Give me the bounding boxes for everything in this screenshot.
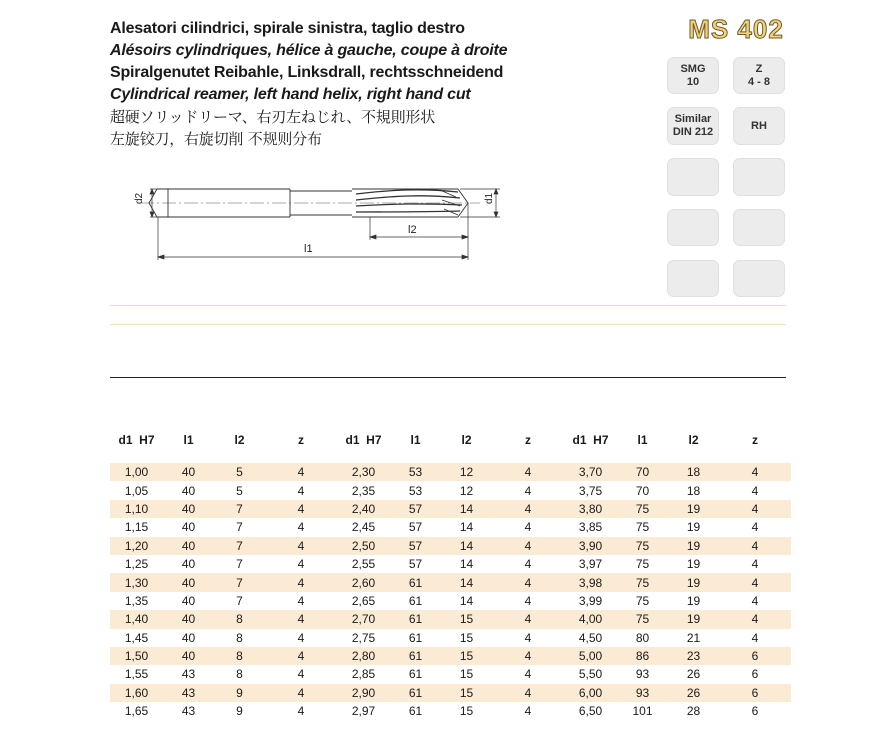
table-cell: 40 xyxy=(163,647,214,665)
table-row xyxy=(110,702,791,720)
table-cell: 21 xyxy=(686,630,701,645)
table-cell: 4 xyxy=(265,573,337,591)
similar-label: Similar xyxy=(674,113,712,125)
table-cell: 4 xyxy=(297,667,305,682)
smg-badge xyxy=(667,57,719,94)
table-cell: 4 xyxy=(524,483,532,498)
table-cell: 57 xyxy=(390,537,441,555)
table-row xyxy=(110,518,791,536)
table-cell: 75 xyxy=(617,500,668,518)
table-cell: 18 xyxy=(668,463,719,481)
table-cell: 1,00 xyxy=(110,463,163,481)
table-cell: 8 xyxy=(236,667,243,682)
table-cell: 4 xyxy=(719,537,791,555)
flutes-label: Z xyxy=(755,62,763,75)
divider xyxy=(110,305,786,306)
table-cell: 4 xyxy=(492,610,564,628)
table-cell: 4 xyxy=(751,630,759,645)
table-cell: 4 xyxy=(751,593,759,608)
column-header: l2 xyxy=(461,433,472,447)
table-header-row xyxy=(110,427,791,453)
table-cell: 86 xyxy=(617,647,668,665)
table-cell: 4 xyxy=(492,647,564,665)
flutes-value: 4 - 8 xyxy=(747,75,770,88)
l2-label: l2 xyxy=(408,224,417,236)
table-cell: 61 xyxy=(390,684,441,702)
table-cell: 4 xyxy=(297,483,305,498)
table-cell: 15 xyxy=(459,667,474,682)
table-cell: 75 xyxy=(635,593,650,608)
table-cell: 40 xyxy=(163,463,214,481)
column-header: d1 H7 xyxy=(572,433,609,447)
column-header: z xyxy=(752,433,758,447)
column-header: z xyxy=(525,433,531,447)
table-cell: 19 xyxy=(668,573,719,591)
table-cell: 4 xyxy=(297,593,305,608)
table-cell: 4 xyxy=(524,520,532,535)
table-cell: 40 xyxy=(163,573,214,591)
table-cell: 4,00 xyxy=(564,610,617,628)
table-cell: 40 xyxy=(163,610,214,628)
column-header: l1 xyxy=(410,433,421,447)
table-cell: 4 xyxy=(524,630,532,645)
table-cell: 15 xyxy=(459,704,474,719)
table-cell: 57 xyxy=(408,557,423,572)
table-cell: 40 xyxy=(181,483,196,498)
table-cell: 4,50 xyxy=(578,630,603,645)
table-row xyxy=(110,610,791,628)
table-cell: 93 xyxy=(617,684,668,702)
table-cell: 4 xyxy=(719,463,791,481)
table-cell: 4 xyxy=(265,647,337,665)
table-cell: 40 xyxy=(163,537,214,555)
table-cell: 70 xyxy=(635,483,650,498)
table-cell: 4 xyxy=(719,573,791,591)
table-cell: 53 xyxy=(390,463,441,481)
table-cell: 14 xyxy=(441,500,492,518)
similar-value: DIN 212 xyxy=(672,126,714,138)
title-italian: Alesatori cilindrici, spirale sinistra, taglio destro xyxy=(110,20,465,37)
table-cell: 75 xyxy=(617,573,668,591)
table-cell: 75 xyxy=(617,537,668,555)
d2-label: d2 xyxy=(134,192,145,204)
title-german: Spiralgenutet Reibahle, Linksdrall, rechtsschneidend xyxy=(110,64,504,81)
table-cell: 3,85 xyxy=(578,520,603,535)
table-cell: 19 xyxy=(668,610,719,628)
table-cell: 4 xyxy=(265,500,337,518)
table-row xyxy=(110,481,791,499)
table-cell: 9 xyxy=(236,704,243,719)
table-cell: 14 xyxy=(459,557,474,572)
table-cell: 4 xyxy=(524,557,532,572)
table-cell: 61 xyxy=(408,667,423,682)
table-cell: 19 xyxy=(686,557,701,572)
table-cell: 7 xyxy=(214,573,265,591)
table-cell: 5 xyxy=(214,463,265,481)
table-cell: 19 xyxy=(686,593,701,608)
table-cell: 61 xyxy=(408,704,423,719)
table-cell: 7 xyxy=(214,537,265,555)
table-cell: 7 xyxy=(214,500,265,518)
table-cell: 4 xyxy=(751,520,759,535)
table-cell: 70 xyxy=(617,463,668,481)
table-cell: 14 xyxy=(441,573,492,591)
table-row xyxy=(110,629,791,647)
table-cell: 7 xyxy=(236,557,243,572)
column-header: l1 xyxy=(637,433,648,447)
smg-value: 10 xyxy=(686,75,700,88)
table-cell: 4 xyxy=(265,537,337,555)
table-cell: 93 xyxy=(635,667,650,682)
table-cell: 1,40 xyxy=(110,610,163,628)
table-cell: 61 xyxy=(390,610,441,628)
table-cell: 14 xyxy=(441,537,492,555)
table-cell: 5 xyxy=(236,483,243,498)
table-cell: 2,60 xyxy=(337,573,390,591)
table-cell: 75 xyxy=(635,557,650,572)
flutes-badge xyxy=(733,57,785,94)
cut-direction-label: RH xyxy=(751,119,767,132)
table-cell: 4 xyxy=(719,610,791,628)
table-cell: 3,70 xyxy=(564,463,617,481)
table-cell: 1,50 xyxy=(110,647,163,665)
column-header: l2 xyxy=(234,433,245,447)
table-cell: 4 xyxy=(492,463,564,481)
table-row xyxy=(110,665,791,683)
cut-direction-badge xyxy=(733,107,785,145)
table-cell: 19 xyxy=(668,500,719,518)
table-cell: 4 xyxy=(297,704,305,719)
table-cell: 3,75 xyxy=(578,483,603,498)
table-cell: 75 xyxy=(635,520,650,535)
table-cell: 43 xyxy=(181,704,196,719)
table-cell: 6 xyxy=(719,647,791,665)
column-header: z xyxy=(298,433,304,447)
table-cell: 40 xyxy=(181,630,196,645)
table-cell: 15 xyxy=(459,630,474,645)
table-cell: 4 xyxy=(492,684,564,702)
table-cell: 4 xyxy=(492,537,564,555)
table-cell: 15 xyxy=(441,647,492,665)
table-cell: 40 xyxy=(163,500,214,518)
empty-badge xyxy=(667,209,719,246)
table-cell: 8 xyxy=(236,630,243,645)
table-cell: 61 xyxy=(390,573,441,591)
column-header: l1 xyxy=(183,433,194,447)
table-cell: 14 xyxy=(459,520,474,535)
table-cell: 4 xyxy=(297,557,305,572)
table-cell: 26 xyxy=(686,667,701,682)
table-cell: 40 xyxy=(181,557,196,572)
table-cell: 40 xyxy=(181,520,196,535)
table-cell: 1,25 xyxy=(124,557,149,572)
table-cell: 61 xyxy=(390,647,441,665)
table-cell: 9 xyxy=(214,684,265,702)
table-cell: 5,50 xyxy=(578,667,603,682)
table-cell: 2,45 xyxy=(351,520,376,535)
table-cell: 12 xyxy=(441,463,492,481)
table-cell: 2,80 xyxy=(337,647,390,665)
table-cell: 3,80 xyxy=(564,500,617,518)
title-english: Cylindrical reamer, left hand helix, right hand cut xyxy=(110,86,471,103)
smg-label: SMG xyxy=(680,62,706,75)
table-cell: 2,35 xyxy=(351,483,376,498)
table-cell: 61 xyxy=(408,630,423,645)
table-cell: 2,75 xyxy=(351,630,376,645)
table-row xyxy=(110,500,791,518)
table-cell: 57 xyxy=(390,500,441,518)
table-cell: 3,97 xyxy=(578,557,603,572)
table-cell: 6 xyxy=(751,704,759,719)
table-cell: 1,35 xyxy=(124,593,149,608)
table-cell: 3,90 xyxy=(564,537,617,555)
table-cell: 6,50 xyxy=(578,704,603,719)
table-cell: 1,30 xyxy=(110,573,163,591)
divider xyxy=(110,324,786,325)
table-row xyxy=(110,555,791,573)
table-cell: 2,85 xyxy=(351,667,376,682)
table-cell: 3,99 xyxy=(578,593,603,608)
table-cell: 4 xyxy=(265,463,337,481)
table-cell: 101 xyxy=(632,704,653,719)
table-cell: 6 xyxy=(719,684,791,702)
divider xyxy=(110,377,786,378)
table-cell: 1,15 xyxy=(124,520,149,535)
column-header: d1 H7 xyxy=(118,433,155,447)
table-cell: 8 xyxy=(214,647,265,665)
table-cell: 40 xyxy=(181,593,196,608)
table-cell: 53 xyxy=(408,483,423,498)
table-cell: 80 xyxy=(635,630,650,645)
empty-badge xyxy=(667,260,719,297)
table-cell: 75 xyxy=(617,610,668,628)
l1-label: l1 xyxy=(304,243,313,255)
table-cell: 4 xyxy=(265,610,337,628)
table-cell: 4 xyxy=(524,704,532,719)
empty-badge xyxy=(733,158,785,196)
title-japanese: 超硬ソリッドリーマ、右刃左ねじれ、不規則形状 xyxy=(110,108,436,126)
table-cell: 1,20 xyxy=(110,537,163,555)
table-cell: 43 xyxy=(181,667,196,682)
table-cell: 57 xyxy=(408,520,423,535)
table-cell: 4 xyxy=(524,593,532,608)
table-cell: 15 xyxy=(441,684,492,702)
table-cell: 8 xyxy=(214,610,265,628)
table-cell: 4 xyxy=(492,500,564,518)
table-cell: 2,70 xyxy=(337,610,390,628)
table-cell: 19 xyxy=(686,520,701,535)
dimensions-table xyxy=(110,427,791,720)
table-cell: 4 xyxy=(492,573,564,591)
similar-badge xyxy=(667,107,719,145)
d1-label: d1 xyxy=(484,192,495,204)
table-cell: 1,05 xyxy=(124,483,149,498)
title-chinese: 左旋铰刀，右旋切削 不规则分布 xyxy=(110,130,322,148)
table-cell: 4 xyxy=(524,667,532,682)
table-cell: 4 xyxy=(751,557,759,572)
table-cell: 2,50 xyxy=(337,537,390,555)
column-header: l2 xyxy=(688,433,699,447)
table-cell: 14 xyxy=(459,593,474,608)
table-cell: 5,00 xyxy=(564,647,617,665)
table-cell: 2,55 xyxy=(351,557,376,572)
empty-badge xyxy=(733,260,785,297)
title-block xyxy=(110,18,670,150)
table-cell: 19 xyxy=(668,537,719,555)
table-cell: 26 xyxy=(668,684,719,702)
table-row xyxy=(110,537,791,555)
empty-badge xyxy=(733,209,785,246)
table-cell: 4 xyxy=(297,630,305,645)
table-cell: 4 xyxy=(297,520,305,535)
table-row xyxy=(110,684,791,702)
table-cell: 2,65 xyxy=(351,593,376,608)
table-cell: 1,60 xyxy=(110,684,163,702)
table-cell: 1,10 xyxy=(110,500,163,518)
title-french: Alésoirs cylindriques, hélice à gauche, coupe à droite xyxy=(110,42,508,59)
empty-badge xyxy=(667,158,719,196)
table-cell: 2,90 xyxy=(337,684,390,702)
table-cell: 2,30 xyxy=(337,463,390,481)
table-cell: 28 xyxy=(686,704,701,719)
table-cell: 4 xyxy=(719,500,791,518)
table-row xyxy=(110,463,791,481)
table-cell: 18 xyxy=(686,483,701,498)
table-cell: 1,55 xyxy=(124,667,149,682)
column-header: d1 H7 xyxy=(345,433,382,447)
table-cell: 6 xyxy=(751,667,759,682)
table-cell: 12 xyxy=(459,483,474,498)
table-cell: 43 xyxy=(163,684,214,702)
table-row xyxy=(110,592,791,610)
table-cell: 1,45 xyxy=(124,630,149,645)
table-cell: 15 xyxy=(441,610,492,628)
table-cell: 2,97 xyxy=(351,704,376,719)
table-cell: 4 xyxy=(265,684,337,702)
table-cell: 61 xyxy=(408,593,423,608)
table-cell: 3,98 xyxy=(564,573,617,591)
table-cell: 6,00 xyxy=(564,684,617,702)
table-row xyxy=(110,573,791,591)
reamer-drawing xyxy=(110,170,510,270)
product-code: MS 402 xyxy=(688,14,784,44)
table-cell: 4 xyxy=(751,483,759,498)
table-cell: 1,65 xyxy=(124,704,149,719)
table-cell: 2,40 xyxy=(337,500,390,518)
table-row xyxy=(110,647,791,665)
table-cell: 7 xyxy=(236,520,243,535)
table-cell: 7 xyxy=(236,593,243,608)
table-cell: 23 xyxy=(668,647,719,665)
